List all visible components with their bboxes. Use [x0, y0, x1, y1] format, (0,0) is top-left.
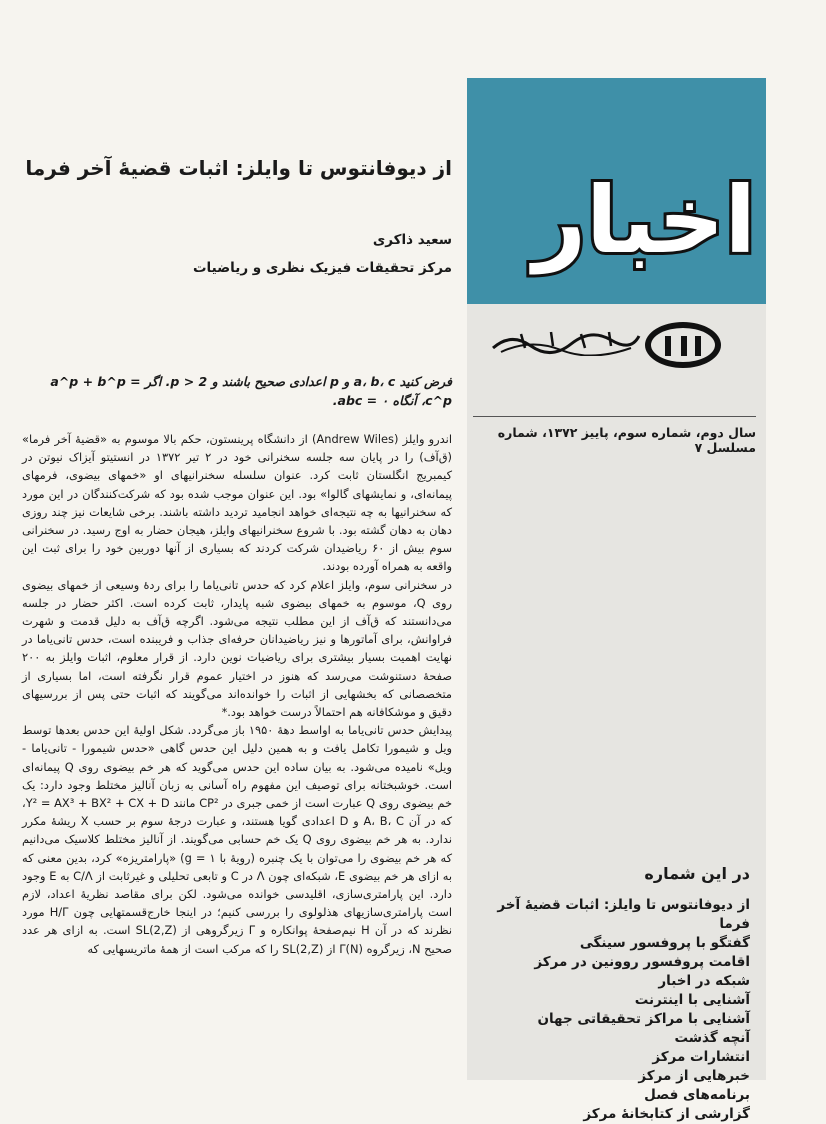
contents-item: گزارشی از کتابخانهٔ مرکز [583, 1106, 750, 1122]
contents-item: شبکه در اخبار [658, 973, 750, 989]
article-author: سعید ذاکری [372, 232, 452, 248]
contents-item: برنامه‌های فصل [644, 1087, 750, 1103]
contents-item: آشنایی با اینترنت [634, 992, 750, 1008]
article-affiliation: مرکز تحقیقات فیزیک نظری و ریاضیات [192, 260, 452, 276]
contents-item: آنچه گذشت [674, 1030, 750, 1046]
contents-list [480, 896, 750, 1124]
contents-item: از دیوفانتوس تا وایلز: اثبات قضیهٔ آخر فرما [497, 897, 750, 932]
logo-band [467, 304, 766, 384]
theorem-statement: فرض کنید a، b، c و p اعدادی صحیح باشند و p > 2. اگر a^p + b^p = c^p، آنگاه abc = ۰. [50, 374, 452, 408]
article-title: از دیوفانتوس تا وایلز: اثبات قضیهٔ آخر فرما [25, 156, 452, 180]
body-paragraph-1: اندرو وایلز (Andrew Wiles) از دانشگاه پرینستون، حکم بالا موسوم به «قضیهٔ آخر فرما» (ق‌آف) را در پایان سه جلسه سخنرانی خود در ۲ تیر ۱۳۷۲ در انستیتو آیزاک نیوتن در کیمبریج انگلستان ثابت کرد. عنوان سلسله سخنرانیهای او «خمهای بیضوی، فرمهای پیمانه‌ای، و نمایشهای گالوا» بود. این عنوان موجب شده بود که شرکت‌کنندگان در این مورد که سخنرانیها به چه نتیجه‌ای خواهد انجامید تردید داشته باشند. برخی شایعات نیز چند روزی دهان به دهان گشته بود. با شروع سخنرانیهای وایلز، هیجان حضار به اوج رسید. در سخنرانی سوم بیش از ۶۰ ریاضیدان شرکت کردند که بسیاری از آنها دوربین خود را برای ثبت این واقعه به همراه آورده بودند. [22, 432, 453, 574]
center-logo-icon [645, 322, 721, 368]
body-paragraph-2: در سخنرانی سوم، وایلز اعلام کرد که حدس تانی‌یاما را برای ردهٔ وسیعی از خمهای بیضوی روی Q، موسوم به خمهای بیضوی شبه پایدار، ثابت کرده است. اکثر حضار در جلسه می‌دانستند که ق‌آف از این مطلب نتیجه می‌شود. اگرچه ق‌آف به دلیل قدمت و شهرت فراوانش، برای آماتورها و نیز ریاضیدانان حرفه‌ای جذاب و فریبنده است، حدس تانی‌یاما در نهایت اهمیت بسیار بیشتری برای ریاضیات نوین دارد. از قرار معلوم، اثبات وایلز به ۲۰۰ صفحهٔ دستنوشت می‌رسد که هنوز در اختیار عموم قرار نگرفته است، اما بسیاری از متخصصانی که بخشهایی از اثبات را خوانده‌اند می‌گویند که اثبات حتی پس از بررسیهای دقیق و موشکافانه هم احتمالاً درست خواهد بود.* [22, 577, 452, 720]
contents-item: آشنایی با مراکز تحقیقاتی جهان [537, 1011, 750, 1027]
body-paragraph-3: پیدایش حدس تانی‌یاما به اواسط دههٔ ۱۹۵۰ باز می‌گردد. شکل اولیهٔ این حدس بعدها توسط ویل و شیمورا تکامل یافت و به همین دلیل این حدس گاهی «حدس شیمورا - تانی‌یاما - ویل» نامیده می‌شود. به بیان ساده این حدس می‌گوید که هر خم بیضوی روی Q پیمانه‌ای است. خوشبختانه برای توصیف این مفهوم راه آسانی به زبان آنالیز مختلط وجود دارد: یک خم بیضوی روی Q عبارت است از خمی جبری در CP² مانند Y² = AX³ + BX² + CX + D، که در آن A، B، C و D اعدادی گویا هستند، و عبارت درجهٔ سوم بر حسب X ریشهٔ مکرر ندارد. به هر خم بیضوی روی Q یک خم حسابی می‌گویند. از آنالیز مختلط کلاسیک می‌دانیم که هر خم بیضوی را می‌توان با یک چنبره (رویهٔ با ۱ = g) «پارامتریزه» کرد، بدین معنی که به ازای هر خم بیضوی E، شبکه‌ای چون Λ در C و تابعی تحلیلی و غیرثابت از C/Λ به E وجود دارد. این پارامتری‌سازی، اقلیدسی خوانده می‌شود. لکن برای مقاصد نظریهٔ اعداد، لازم است پارامتری‌سازیهای هذلولوی را بررسی کنیم؛ در اینجا خارج‌قسمتهایی چون H/Γ مورد نظرند که در آن H نیم‌صفحهٔ پوانکاره و Γ زیرگروهی از SL(2,Z) است. به ازای هر عدد صحیح N، زیرگروه Γ(N) از SL(2,Z) را که مرکب است از همهٔ ماتریسهایی که [22, 723, 453, 956]
contents-heading: در این شماره [644, 864, 750, 883]
contents-item: اقامت پروفسور روونین در مرکز [534, 954, 750, 970]
masthead-banner [467, 78, 766, 304]
issue-info: سال دوم، شماره سوم، پاییز ۱۳۷۲، شماره مسلسل ۷ [473, 416, 756, 455]
side-panel [467, 78, 766, 1122]
center-name-calligraphy-icon [491, 328, 641, 356]
masthead-title: اخبار [533, 167, 756, 274]
contents-item: انتشارات مرکز [652, 1049, 750, 1065]
contents-item: خبرهایی از مرکز [638, 1068, 750, 1084]
article-body [22, 430, 452, 958]
contents-item: گفتگو با پروفسور سینگی [579, 935, 750, 951]
